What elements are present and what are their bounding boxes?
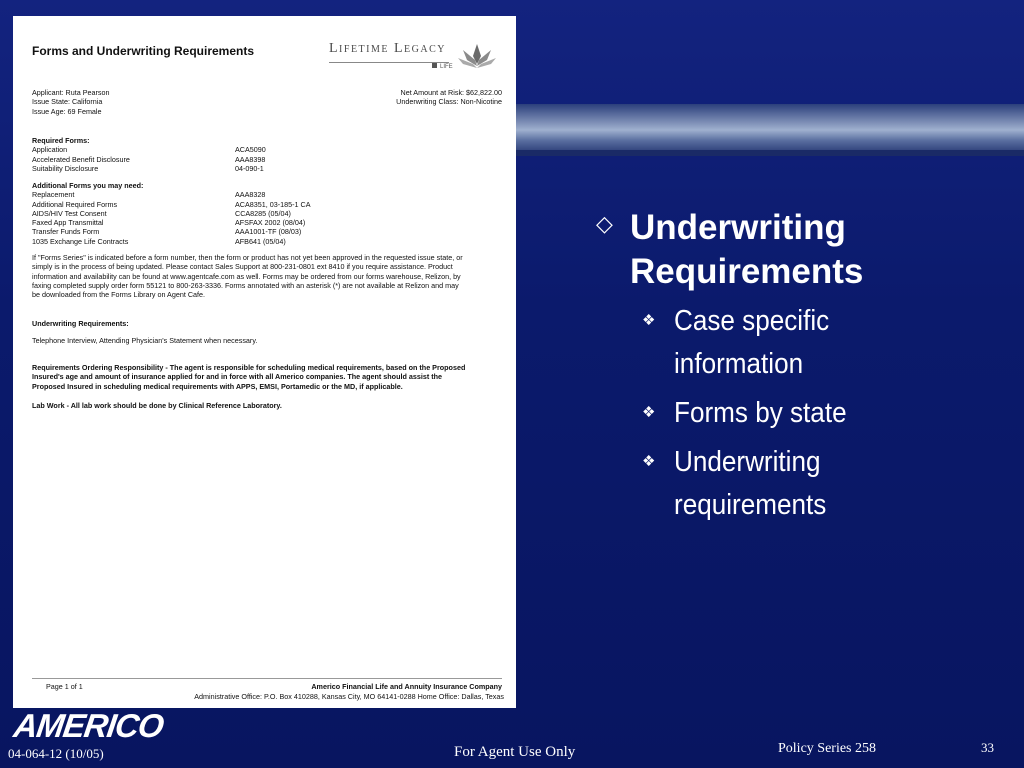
document-footer-rule — [32, 678, 502, 679]
lab-work: Lab Work - All lab work should be done by Clinical Reference Laboratory. — [32, 401, 282, 410]
main-bullet — [596, 206, 1016, 294]
ordering-responsibility — [32, 363, 512, 391]
forms-notice — [32, 253, 510, 299]
bullet-line: Underwriting — [674, 446, 821, 478]
form-row: Replacement AAA8328 — [32, 190, 266, 200]
form-row: 1035 Exchange Life Contracts AFB641 (05/04) — [32, 236, 286, 246]
sub-bullet — [642, 300, 1016, 386]
decorative-band — [515, 104, 1024, 156]
form-row: Additional Required Forms ACA8351, 03-185-1 CA — [32, 199, 311, 209]
bullet-line: information — [674, 348, 804, 380]
uw-heading: Underwriting Requirements: — [32, 319, 129, 328]
additional-forms-heading: Additional Forms you may need: — [32, 181, 144, 190]
slide-heading-line1: Underwriting — [630, 208, 846, 247]
bullet-line: Case specific — [674, 305, 830, 337]
footer-policy-series: Policy Series 258 — [778, 741, 876, 756]
form-row: Transfer Funds Form AAA1001-TF (08/03) — [32, 227, 302, 237]
notice-line: If "Forms Series" is indicated before a form number, then the form or product has not yet been approved in the requested issue state, or — [32, 253, 463, 262]
slide-heading-line2: Requirements — [630, 252, 864, 291]
net-amount: Net Amount at Risk: $62,822.00 — [400, 88, 502, 97]
notice-line: information and availability can be found at www.agentcafe.com as well. Forms may be ordered from our forms warehouse, Relizon, by — [32, 271, 461, 281]
americo-logo-text: AMERICO — [11, 707, 166, 744]
four-diamond-bullet-icon: ❖ — [642, 404, 656, 421]
required-forms-heading: Required Forms: — [32, 136, 90, 145]
underwriting-document — [13, 16, 516, 708]
form-row: Faxed App Transmittal AFSFAX 2002 (08/04) — [32, 218, 306, 228]
slide-content — [596, 206, 1016, 527]
document-title: Forms and Underwriting Requirements — [32, 44, 255, 58]
bullet-line: Forms by state — [674, 397, 847, 429]
form-row: Accelerated Benefit Disclosure AAA8398 — [32, 154, 266, 164]
responsibility-line: Requirements Ordering Responsibility - The agent is responsible for scheduling medical requirements, based on the Proposed — [32, 363, 466, 372]
responsibility-line: Proposed Insured in scheduling medical requirements with APPS, EMSI, Portamedic or the MD, if applicable. — [32, 381, 403, 391]
responsibility-line: Insured's age and amount of insurance applied for and in force with all Americo companies. The agent should assist the — [32, 372, 443, 382]
document-address: Administrative Office: P.O. Box 410288, Kansas City, MO 64141-0288 Home Office: Dallas, Texas — [194, 692, 504, 701]
issue-age: Issue Age: 69 Female — [32, 106, 102, 116]
issue-state: Issue State: California — [32, 97, 103, 107]
required-forms — [32, 136, 266, 173]
diamond-bullet-icon: ◇ — [596, 211, 613, 236]
four-diamond-bullet-icon: ❖ — [642, 312, 656, 329]
additional-forms — [32, 181, 311, 246]
decorative-band-shadow — [515, 150, 1024, 156]
applicant-info — [32, 88, 502, 116]
underwriting-class: Underwriting Class: Non-Nicotine — [396, 97, 502, 107]
four-diamond-bullet-icon: ❖ — [642, 453, 656, 470]
slide-page-number: 33 — [981, 740, 994, 755]
uw-text: Telephone Interview, Attending Physician's Statement when necessary. — [32, 336, 258, 345]
lotus-leaf-icon — [457, 42, 497, 72]
logo-rule — [329, 62, 449, 63]
document-page-number: Page 1 of 1 — [46, 682, 83, 691]
applicant-name: Applicant: Ruta Pearson — [32, 88, 110, 97]
sub-bullet — [642, 392, 1016, 435]
logo-text: Lifetime Legacy — [329, 41, 446, 56]
footer-form-code: 04-064-12 (10/05) — [8, 746, 104, 761]
bullet-line: requirements — [674, 489, 827, 521]
form-row: AIDS/HIV Test Consent CCA8285 (05/04) — [32, 208, 291, 218]
logo-subtext: LIFE — [432, 63, 453, 72]
footer-agent-use: For Agent Use Only — [454, 744, 576, 760]
form-row: Suitability Disclosure 04-090-1 — [32, 163, 264, 173]
notice-line: be downloaded from the Forms Library on Agent Cafe. — [32, 290, 205, 300]
lifetime-legacy-logo — [329, 42, 495, 78]
notice-line: faxing completed supply order form 55121 to 800-263-3336. Forms annotated with an asterisk (*) are not available at Relizon and may — [32, 280, 459, 290]
document-company: Americo Financial Life and Annuity Insurance Company — [311, 682, 502, 691]
notice-line: simply is in the process of being updated. Please contact Sales Support at 800-231-0801 ext 8410 if you require assistance. Product — [32, 262, 453, 272]
sub-bullet — [642, 441, 1016, 527]
form-row: Application ACA5090 — [32, 145, 266, 155]
americo-logo — [12, 704, 180, 744]
